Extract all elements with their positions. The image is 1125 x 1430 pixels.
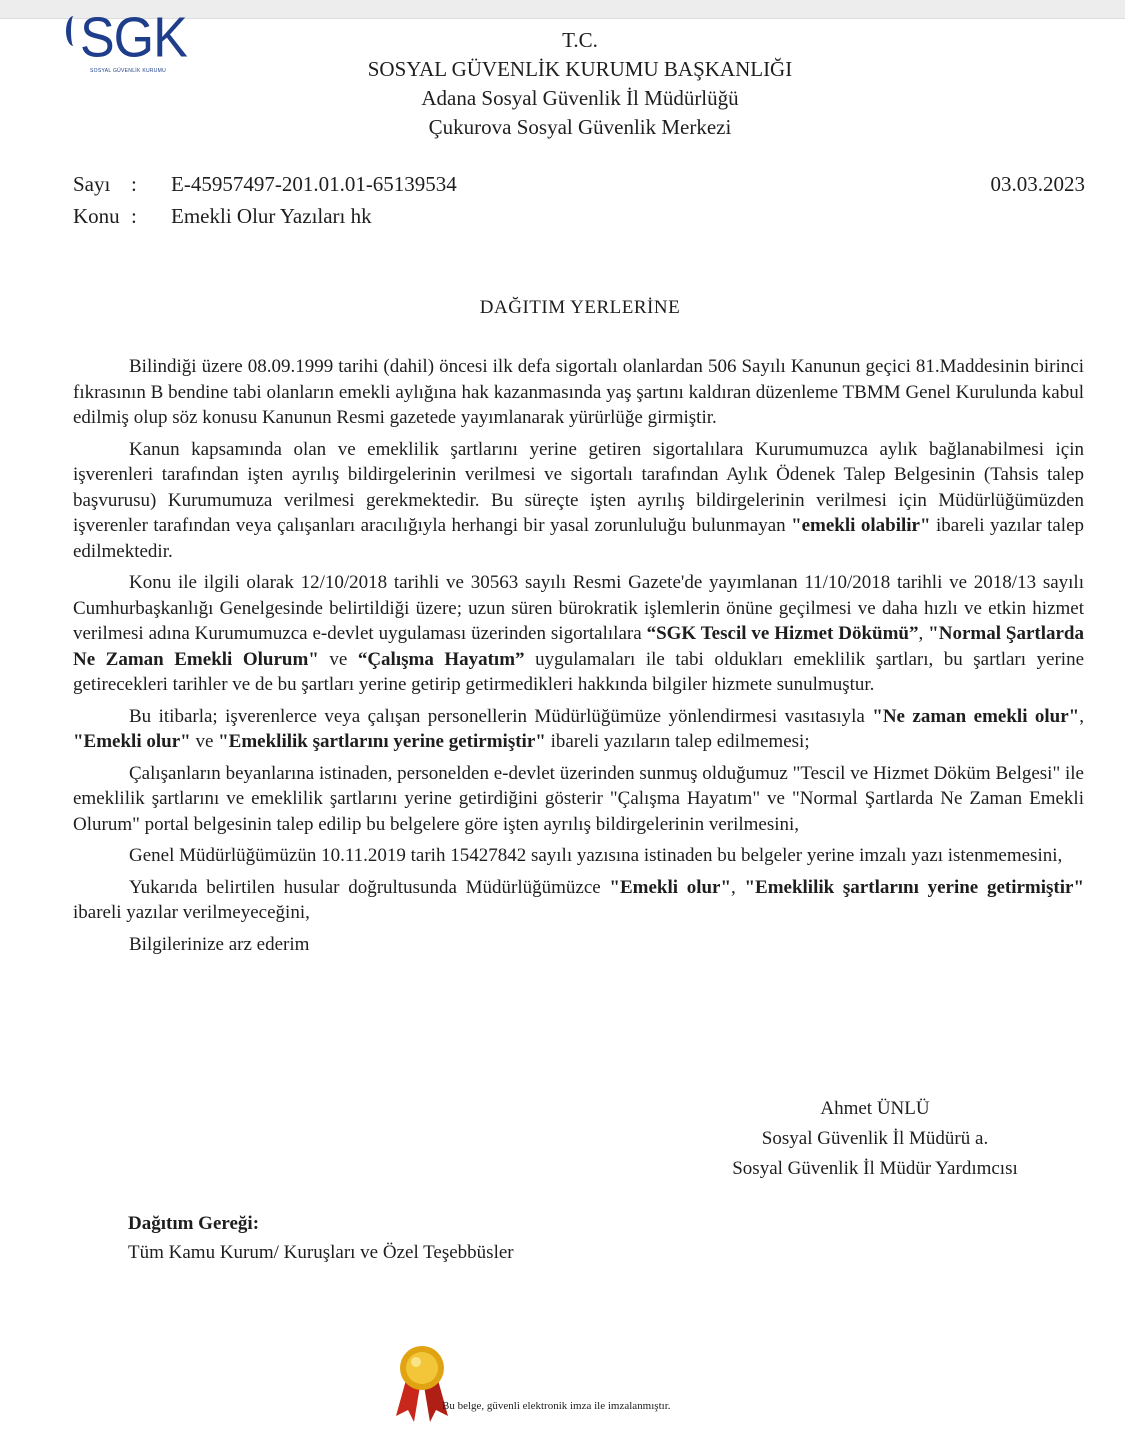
bold-run: "Emekli olur" [609,876,732,898]
bold-run: "Ne zaman emekli olur" [872,705,1080,727]
paragraph-4 [73,704,1084,755]
header-line-3: Adana Sosyal Güvenlik İl Müdürlüğü [421,86,739,110]
logo-text: SGK [80,6,187,70]
signatory-title-2: Sosyal Güvenlik İl Müdür Yardımcısı [732,1158,1018,1179]
text-run: Çalışanların beyanlarına istinaden, personelden e-devlet üzerinden sunmuş olduğumuz "Tescil ve Hizmet Döküm Belgesi" ile emeklilik şartlarını ve emeklilik şartlarını yerine getirdiğini gösterir "Çalışma Hayatım" ve "Normal Şartlarda Ne Zaman Emekli Olurum" portal belgesinin talep edilip bu belgelere göre işten ayrılış bildirgelerinin verilmesini, [73,762,1084,835]
paragraph-6 [73,843,1084,869]
paragraph-5 [73,761,1084,838]
document-date: 03.03.2023 [990,172,1085,196]
colon: : [131,204,137,228]
text-run: Bu itibarla; işverenlerce veya çalışan personellerin Müdürlüğümüze yönlendirmesi vasıtasıyla [129,705,873,727]
distribution-text: Tüm Kamu Kurum/ Kuruşları ve Özel Teşebbüsler [128,1242,514,1263]
header-line-1: T.C. [562,28,598,52]
text-run: ibareli yazılar verilmeyeceğini, [73,902,310,923]
bold-run: "Emekli olur" [73,731,191,752]
konu-row [73,204,372,229]
logo-subtitle: SOSYAL GÜVENLİK KURUMU [90,68,167,74]
bold-run: "Emeklilik şartlarını yerine getirmiştir" [218,731,546,752]
bold-run: “Çalışma Hayatım” [357,648,525,670]
text-run: , [1079,705,1084,727]
text-run: Genel Müdürlüğümüzün 10.11.2019 tarih 15427842 sayılı yazısına istinaden bu belgeler yerine imzalı yazı istenmemesini, [129,845,1063,866]
text-run: Kanun kapsamında olan ve emeklilik şartlarını yerine getiren sigortalılara Kurumumuzca aylık bağlanabilmesi için işverenleri tarafından işten ayrılış bildirgelerinin verilmesi ve sigortalı tarafından Aylık Ödenek Talep Belgesinin (Tahsis talep başvurusu) Kurumumuza verilmesi gerekmektedir. Bu süreçte işten ayrılış bildirgelerinin verilmesi için Müdürlüğümüzden işverenler tarafından veya çalışanları aracılığıyla herhangi bir yasal zorunluluğu bulunmayan [73,438,1084,536]
text-run: Bilindiği üzere 08.09.1999 tarihi (dahil) öncesi ilk defa sigortalı olanlardan 506 Sayılı Kanunun geçici 81.Maddesinin birinci fıkrasının B bendine tabi olanların emekli aylığına hak kazanmasında yaş şartını kaldıran düzenleme TBMM Genel Kurulunda kabul edilmiş olup söz konusu Kanunun Resmi gazetede yayımlanarak yürürlüğe girmiştir. [73,356,1084,428]
text-run: , [731,876,745,898]
letterhead [0,26,1125,142]
paragraph-8 [73,932,1084,958]
signatory-title-1: Sosyal Güvenlik İl Müdürü a. [761,1128,989,1149]
text-run: ve [318,648,358,670]
bold-run: "Normal Şartlarda Ne Zaman Emekli Olurum" [73,623,1084,670]
signatory-name: Ahmet ÜNLÜ [820,1098,930,1119]
text-run: Konu ile ilgili olarak 12/10/2018 tarihli ve 30563 sayılı Resmi Gazete'de yayımlanan 11/10/2018 tarihli ve 2018/13 sayılı Cumhurbaşkanlığı Genelgesinde belirtildiği üzere; uzun süren bürokratik işlemlerin önüne geçilmesi ve daha hızlı ve etkin hizmet verilmesi adına Kurumumuzca e-devlet uygulaması üzerinden sigortalılara [73,572,1084,644]
letter-body [73,354,1084,963]
recipient-heading: DAĞITIM YERLERİNE [479,297,681,318]
text-run: Yukarıda belirtilen husular doğrultusunda Müdürlüğümüzce [129,876,610,898]
header-line-2: SOSYAL GÜVENLİK KURUMU BAŞKANLIĞI [367,57,793,81]
bold-run: "emekli olabilir" [791,515,931,536]
paragraph-1 [73,354,1084,431]
paragraph-3 [73,570,1084,698]
konu-value: Emekli Olur Yazıları hk [171,204,372,228]
distribution-heading: Dağıtım Gereği: [128,1213,260,1234]
sayi-label: Sayı [73,172,111,196]
text-run: uygulamaları ile tabi oldukları emeklilik şartları, bu şartları yerine getirecekleri tarihler ve de bu şartları yerine getirip getirmedikleri hakkında bilgiler hizmete sunulmuştur. [73,648,1085,695]
konu-label: Konu [73,204,120,228]
text-run: ibareli yazılar talep edilmektedir. [73,515,1085,562]
sayi-value: E-45957497-201.01.01-65139534 [171,172,457,196]
colon: : [131,172,137,196]
text-run: , [918,623,929,644]
paragraph-7 [73,875,1084,926]
text-run: ve [190,731,219,752]
text-run: ibareli yazıların talep edilmemesi; [545,731,810,752]
sayi-row [73,172,457,197]
paragraph-2 [73,437,1084,565]
seal-icon [392,1340,452,1426]
text-run: Bilgilerinize arz ederim [129,933,310,955]
signature-block [640,1094,1110,1184]
bold-run: “SGK Tescil ve Hizmet Dökümü” [646,623,919,644]
esign-note: Bu belge, güvenli elektronik imza ile imzalanmıştır. [442,1400,671,1412]
bold-run: "Emeklilik şartlarını yerine getirmiştir" [744,876,1085,898]
header-line-4: Çukurova Sosyal Güvenlik Merkezi [428,115,732,139]
